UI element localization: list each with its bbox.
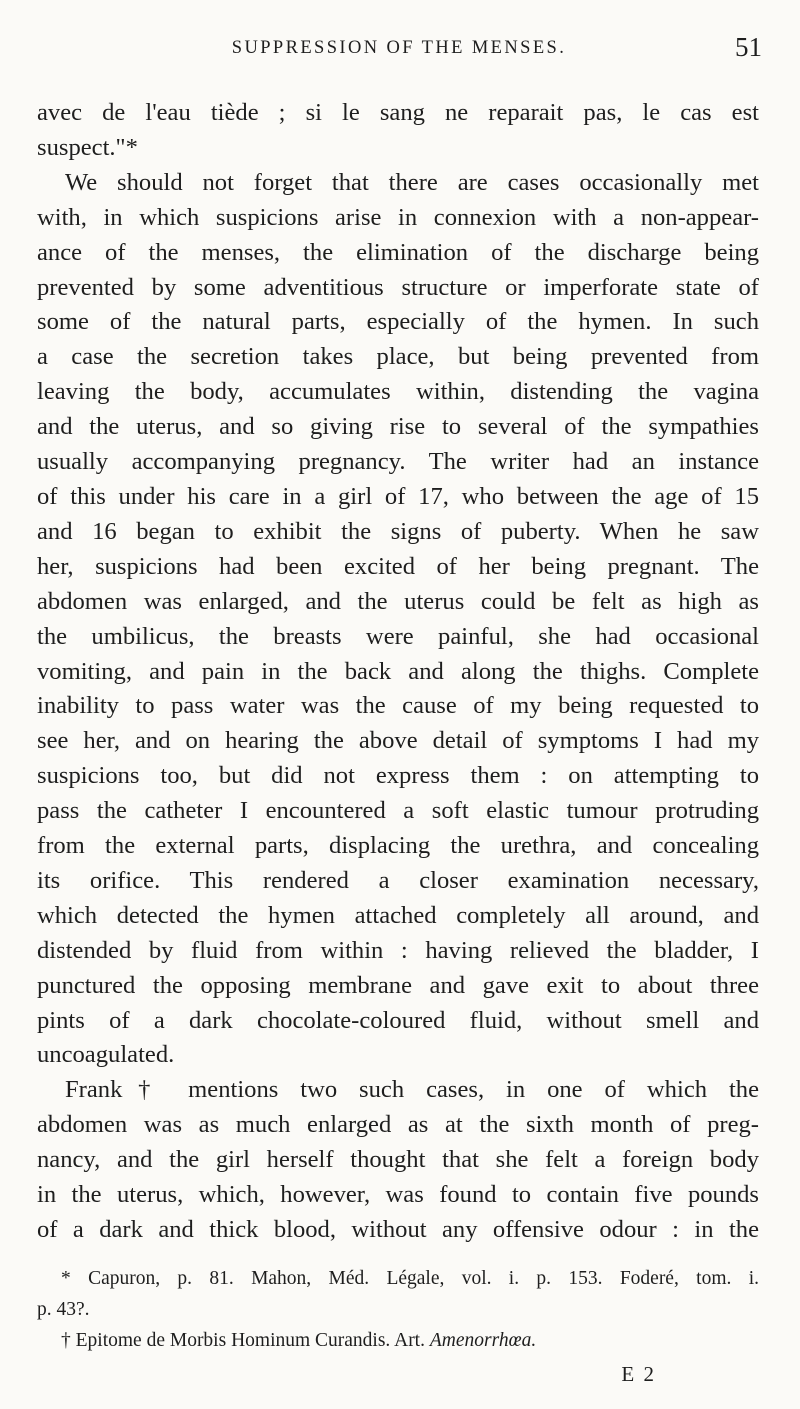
page-header — [36, 30, 762, 70]
text-line: vomiting, and pain in the back and along the thighs. Complete — [37, 657, 759, 685]
running-title: SUPPRESSION OF THE MENSES. — [231, 38, 567, 58]
text-line: with, in which suspicions arise in connexion with a non-appear- — [37, 203, 759, 231]
text-line: pints of a dark chocolate-coloured fluid, without smell and — [37, 1006, 759, 1034]
paragraph-1 — [37, 96, 759, 166]
signature-mark: E 2 — [621, 1362, 656, 1386]
text-line: and 16 began to exhibit the signs of puberty. When he saw — [37, 517, 759, 545]
text-line: avec de l'eau tiède ; si le sang ne reparait pas, le cas est — [37, 99, 759, 126]
text-line: in the uterus, which, however, was found to contain five pounds — [37, 1181, 759, 1209]
text-line: a case the secretion takes place, but being prevented from — [37, 343, 759, 371]
paragraph-3 — [37, 1073, 759, 1248]
text-line: leaving the body, accumulates within, distending the vagina — [37, 378, 759, 406]
text-line: nancy, and the girl herself thought that she felt a foreign body — [37, 1146, 759, 1174]
text-line: pass the catheter I encountered a soft elastic tumour protruding — [37, 797, 759, 825]
text-line: her, suspicions had been excited of her being pregnant. The — [37, 552, 759, 580]
body-text — [37, 96, 759, 1248]
footnote-2-italic: Amenorrhœa. — [429, 1330, 537, 1351]
text-line: from the external parts, displacing the urethra, and concealing — [37, 832, 759, 860]
paragraph-2 — [37, 166, 759, 1074]
footnote-2-text: † Epitome de Morbis Hominum Curandis. Art. — [61, 1330, 425, 1351]
text-line: We should not forget that there are cases occasionally met — [65, 168, 759, 196]
footnote-1-continuation: p. 43?. — [37, 1299, 90, 1320]
text-line: ance of the menses, the elimination of the discharge being — [37, 238, 759, 266]
text-line: suspect."* — [37, 133, 138, 161]
text-line: Frank† mentions two such cases, in one of which the — [65, 1076, 759, 1104]
footnote-2 — [37, 1325, 759, 1356]
text-line: inability to pass water was the cause of my being requested to — [37, 692, 759, 720]
text-line: suspicions too, but did not express them : on attempting to — [37, 762, 759, 790]
text-line: which detected the hymen attached completely all around, and — [37, 901, 759, 929]
text-line: prevented by some adventitious structure or imperforate state of — [37, 273, 759, 301]
text-line: and the uterus, and so giving rise to several of the sympathies — [37, 413, 759, 441]
text-line: the umbilicus, the breasts were painful, she had occasional — [37, 622, 759, 650]
text-line: distended by fluid from within : having relieved the bladder, I — [37, 936, 759, 964]
footnote-1: * Capuron, p. 81. Mahon, Méd. Légale, vol. i. p. 153. Foderé, tom. i. — [61, 1268, 759, 1289]
text-line: uncoagulated. — [37, 1041, 175, 1069]
text-line: its orifice. This rendered a closer examination necessary, — [37, 866, 759, 894]
text-line: of this under his care in a girl of 17, who between the age of 15 — [37, 482, 759, 510]
text-line: some of the natural parts, especially of the hymen. In such — [37, 308, 759, 336]
footnotes — [37, 1263, 759, 1356]
text-line: abdomen was as much enlarged as at the sixth month of preg- — [37, 1111, 759, 1139]
page-number: 51 — [735, 32, 762, 62]
text-line: of a dark and thick blood, without any offensive odour : in the — [37, 1216, 759, 1243]
text-line: abdomen was enlarged, and the uterus could be felt as high as — [37, 587, 759, 615]
text-line: see her, and on hearing the above detail of symptoms I had my — [37, 727, 759, 755]
text-line: usually accompanying pregnancy. The writer had an instance — [37, 448, 759, 476]
text-line: punctured the opposing membrane and gave exit to about three — [37, 971, 759, 999]
